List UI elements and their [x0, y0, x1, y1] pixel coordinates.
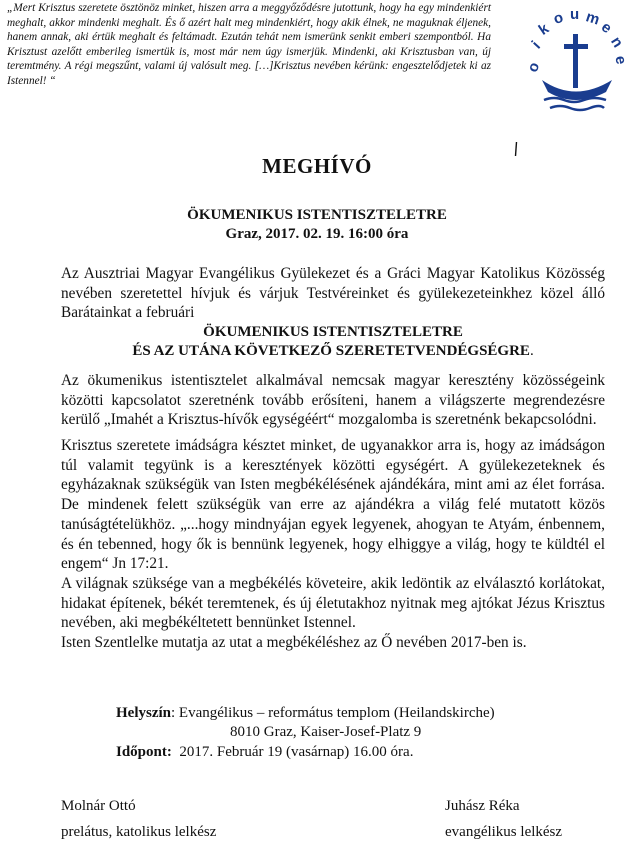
event-details	[116, 704, 596, 762]
event-heading-line1: ÖKUMENIKUS ISTENTISZTELETRE	[187, 207, 447, 223]
svg-text:e: e	[597, 18, 615, 37]
reconciliation-paragraph: A világnak szüksége van a megbékélés követeire, akik ledöntik az elválasztó korlátokat, hidakat építenek, békét teremtenek, és új életutakhoz nyitnak meg ajtókat Jézus Krisztus nevében, aki megbékéltetett bennünket Istennel.	[61, 574, 605, 632]
svg-text:i: i	[528, 37, 545, 53]
invitation-bold-heading	[61, 323, 605, 362]
oikoumene-logo	[520, 8, 630, 118]
svg-text:u: u	[570, 8, 580, 23]
signature-right-name: Juhász Réka	[445, 798, 520, 814]
signature-right-role: evangélikus lelkész	[445, 824, 563, 840]
unity-section	[61, 436, 605, 653]
invitation-bold-tail: .	[529, 343, 534, 360]
page-title: MEGHÍVÓ	[262, 154, 372, 178]
cross-mast-icon	[564, 34, 588, 88]
invitation-bold-line2: ÉS AZ UTÁNA KÖVETKEZŐ SZERETETVENDÉGSÉGRE	[132, 343, 530, 360]
holy-spirit-paragraph: Isten Szentlelke mutatja az utat a megbékéléshez az Ő nevében 2017-ben is.	[61, 634, 527, 652]
event-heading-line2: Graz, 2017. 02. 19. 16:00 óra	[225, 226, 409, 242]
signature-left-role: prelátus, katolikus lelkész	[61, 824, 217, 840]
bible-quote: „Mert Krisztus szeretete ösztönöz minket, hiszen arra a meggyőződésre jutottunk, hogy ha egy mindenkiért meghalt, akkor mindenki meghalt. És ő azért halt meg mindenkiért, hogy akik élnek, ne maguknak éljenek, hanem annak, aki értük meghalt és feltámadt. Ezután tehát nem ismerünk senkit emberi szempontból. Ha Krisztust azelőtt emberileg ismertük is, most már nem úgy ismerjük. Mindenki, aki Krisztusban van, új teremtmény. A régi megszűnt, valami új valósult meg. […]Krisztus nevében kérünk: engesztelődjetek ki az Istennel! “	[7, 2, 491, 87]
svg-text:n: n	[607, 33, 627, 51]
time-label: Időpont:	[116, 743, 172, 760]
time-value: 2017. Február 19 (vasárnap) 16.00 óra.	[179, 743, 414, 760]
svg-text:m: m	[583, 8, 602, 29]
svg-text:o: o	[551, 8, 566, 28]
signature-right	[445, 796, 562, 842]
ecumenical-paragraph: Az ökumenikus istentisztelet alkalmával nemcsak magyar keresztény közösségeink közötti kapcsolatot szeretnénk tovább erősíteni, hanem a világszerte megrendezésre kerülő „Imahét a Krisztus-hívők egységéért“ mozgalomba is szeretnénk bekapcsolódni.	[61, 372, 605, 429]
svg-text:e: e	[611, 54, 630, 66]
location-address: 8010 Graz, Kaiser-Josef-Platz 9	[230, 724, 422, 741]
invitation-paragraph: Az Ausztriai Magyar Evangélikus Gyülekezet és a Gráci Magyar Katolikus Közösség nevében szeretettel hívjuk és várjuk Testvéreinket és gyülekezeteinkhez közel álló Barátainkat a februári	[61, 265, 605, 322]
event-heading	[0, 206, 634, 244]
unity-paragraph: Krisztus szeretete imádságra késztet minket, de ugyanakkor arra is, hogy az imádságon túl valamit tegyünk is a keresztények közötti egységért. A gyülekezeteknek és egyházaknak szükségük van Isten megbékélésének ajándékára, mint ami az élet forrása. De mindenek felett szükségük van erre az ajándékra a világ felé mutatott közös tanúságtételükhöz. „...hogy mindnyájan egyek legyenek, ahogyan te Atyám, énbennem, és én tebenned, hogy ők is bennünk legyenek, hogy elhiggye a világ, hogy te küldtél el engem“ Jn 17:21.	[61, 437, 605, 573]
signature-left	[61, 796, 216, 842]
location-label: Helyszín	[116, 705, 171, 721]
svg-text:o: o	[524, 60, 544, 75]
invitation-bold-line1: ÖKUMENIKUS ISTENTISZTELETRE	[203, 324, 463, 340]
location-value: : Evangélikus – református templom (Heilandskirche)	[171, 705, 495, 721]
signature-left-name: Molnár Ottó	[61, 798, 136, 814]
svg-text:k: k	[535, 20, 553, 39]
